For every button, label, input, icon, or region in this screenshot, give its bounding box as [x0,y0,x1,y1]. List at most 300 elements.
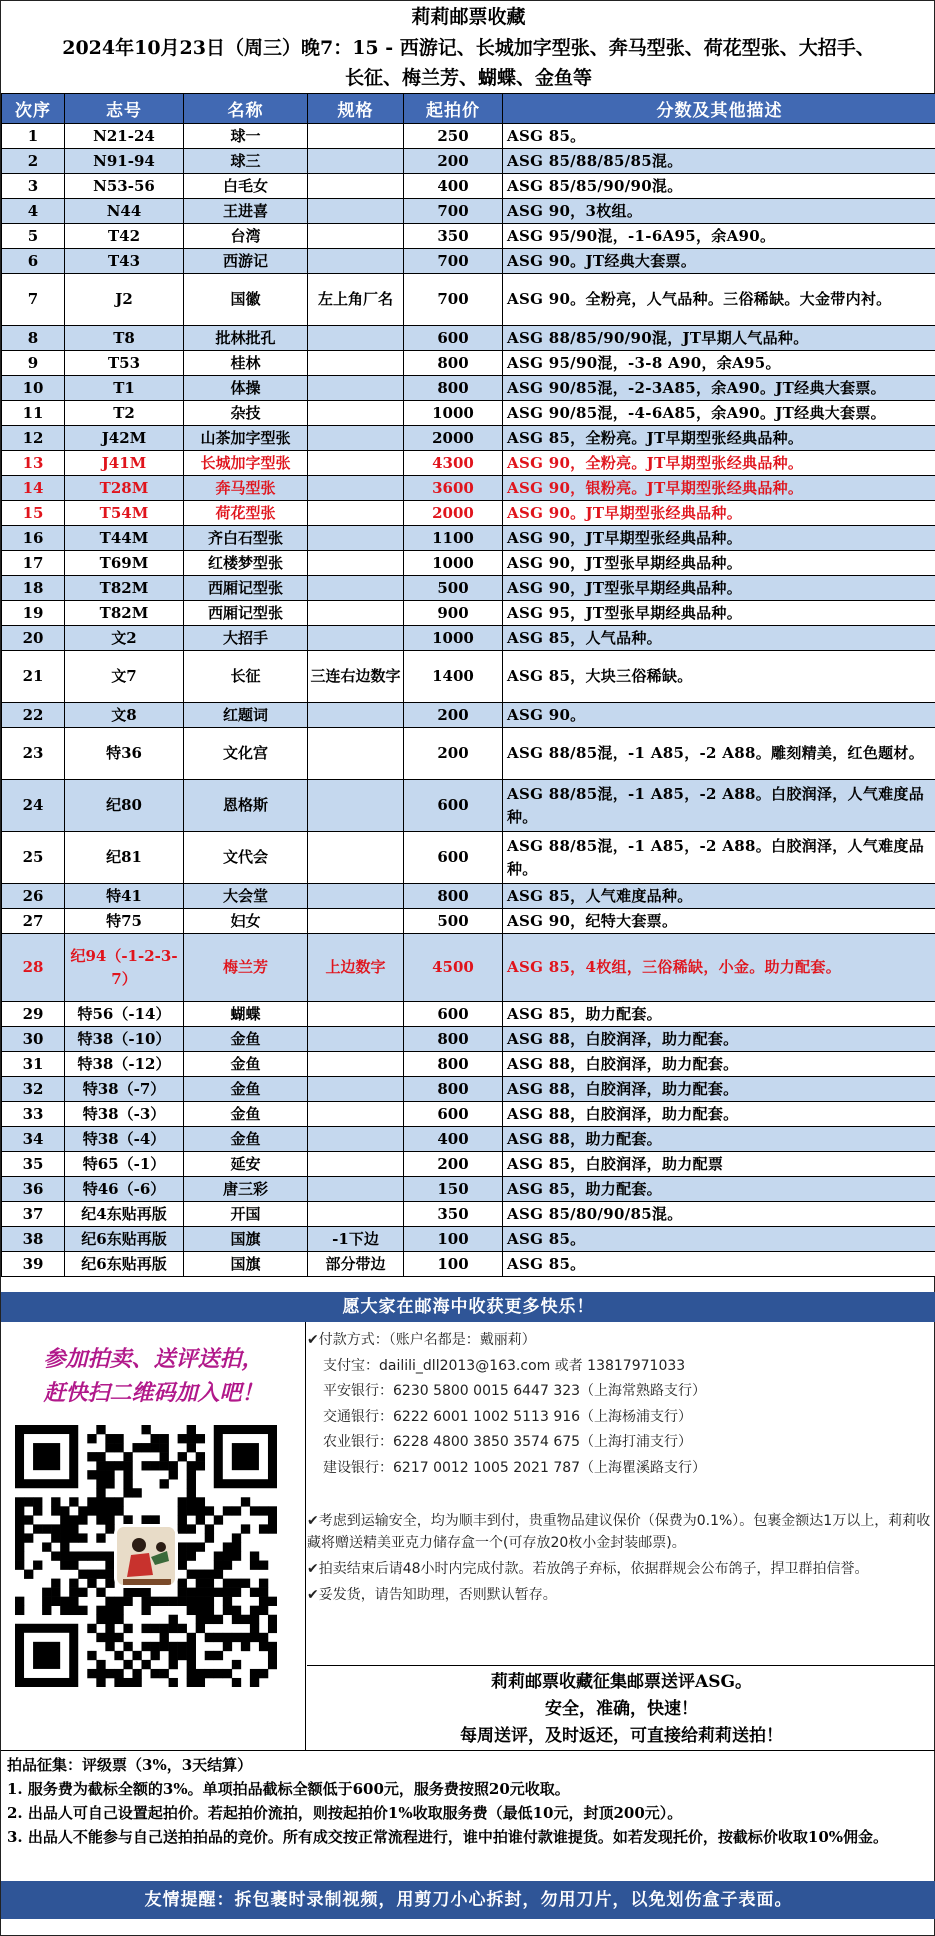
note-delivery: ✔妥发货，请告知助理，否则默认暂存。 [307,1587,557,1603]
lot-start-price: 200 [404,1152,503,1177]
lot-spec [308,1177,404,1202]
lot-start-price: 250 [404,124,503,149]
lot-spec [308,1027,404,1052]
lot-number: 30 [2,1027,65,1052]
lot-name: 大会堂 [184,884,308,909]
lot-code: 特36 [65,728,184,780]
lot-number: 26 [2,884,65,909]
alipay-account: 支付宝：dailili_dll2013@163.com 或者 13817971033 [323,1357,686,1374]
lot-spec: 部分带边 [308,1252,404,1277]
lot-description: ASG 90。JT经典大套票。 [503,249,935,274]
lot-start-price: 2000 [404,501,503,526]
rule-item: 1. 服务费为截标全额的3%。单项拍品截标全额低于600元，服务费按照20元收取。 [7,1780,570,1798]
table-row [2,551,935,576]
lot-start-price: 600 [404,326,503,351]
lot-number: 29 [2,1002,65,1027]
col-header-desc: 分数及其他描述 [503,94,935,124]
asg-line2: 安全，准确，快速！ [545,1699,698,1719]
lot-number: 19 [2,601,65,626]
lot-start-price: 100 [404,1227,503,1252]
lot-spec [308,909,404,934]
lot-code: 特38（-4） [65,1127,184,1152]
lot-spec [308,728,404,780]
table-row [2,576,935,601]
bank-account-bocom: 交通银行：6222 6001 1002 5113 916（上海杨浦支行） [323,1408,693,1425]
lot-start-price: 2000 [404,426,503,451]
auction-subtitle-line2: 长征、梅兰芳、蝴蝶、金鱼等 [344,67,592,89]
table-row [2,426,935,451]
lot-number: 34 [2,1127,65,1152]
lot-spec [308,249,404,274]
lot-description: ASG 88，白胶润泽，助力配套。 [503,1052,935,1077]
table-row [2,651,935,703]
table-row [2,174,935,199]
lot-name: 西游记 [184,249,308,274]
lot-code: 特56（-14） [65,1002,184,1027]
lot-spec [308,832,404,884]
lot-name: 金鱼 [184,1102,308,1127]
lot-name: 长征 [184,651,308,703]
table-row [2,1052,935,1077]
lot-description: ASG 85，人气难度品种。 [503,884,935,909]
table-row [2,149,935,174]
lot-code: N44 [65,199,184,224]
lot-description: ASG 85。 [503,1252,935,1277]
bank-account-ccb: 建设银行：6217 0012 1005 2021 787（上海瞿溪路支行） [323,1459,707,1476]
lot-description: ASG 85，4枚组，三俗稀缺，小金。助力配套。 [503,934,935,1002]
rule-item: 3. 出品人不能参与自己送拍拍品的竞价。所有成交按正常流程进行，谁中拍谁付款谁提货。如若发现托价，按截标价收取10%佣金。 [7,1828,889,1846]
lot-description: ASG 88/85混，-1 A85，-2 A88。白胶润泽，人气难度品种。 [503,832,935,884]
lot-code: 纪94（-1-2-3-7） [65,934,184,1002]
rule-item: 2. 出品人可自己设置起拍价。若起拍价流拍，则按起拍价1%收取服务费（最低10元，封顶200元）。 [7,1804,683,1822]
lot-start-price: 800 [404,1052,503,1077]
lot-number: 39 [2,1252,65,1277]
footer-reminder: 友情提醒：拆包裹时录制视频，用剪刀小心拆封，勿用刀片，以免划伤盒子表面。 [1,1881,935,1919]
lot-spec [308,703,404,728]
consignment-rules [1,1750,935,1880]
lot-description: ASG 85，助力配套。 [503,1002,935,1027]
lot-name: 红楼梦型张 [184,551,308,576]
lot-description: ASG 88，白胶润泽，助力配套。 [503,1077,935,1102]
lot-description: ASG 85/85/90/90混。 [503,174,935,199]
lot-number: 14 [2,476,65,501]
lot-spec [308,476,404,501]
bank-account-pingan: 平安银行：6230 5800 0015 6447 323（上海常熟路支行） [323,1383,707,1399]
lot-spec [308,401,404,426]
lot-name: 蝴蝶 [184,1002,308,1027]
lot-name: 延安 [184,1152,308,1177]
lot-code: 特46（-6） [65,1177,184,1202]
page-title: 莉莉邮票收藏 [411,6,526,28]
lot-spec [308,326,404,351]
lot-code: 特38（-3） [65,1102,184,1127]
lot-number: 24 [2,780,65,832]
lot-start-price: 500 [404,576,503,601]
lot-spec [308,601,404,626]
lot-name: 白毛女 [184,174,308,199]
lot-spec [308,1127,404,1152]
lot-spec [308,351,404,376]
lot-start-price: 800 [404,376,503,401]
lot-spec [308,149,404,174]
lot-start-price: 3600 [404,476,503,501]
lot-description: ASG 85，白胶润泽，助力配票 [503,1152,935,1177]
table-row [2,1027,935,1052]
lot-start-price: 1000 [404,626,503,651]
lot-start-price: 1100 [404,526,503,551]
lot-code: 纪6东贴再版 [65,1252,184,1277]
lot-spec [308,780,404,832]
table-row [2,326,935,351]
table-row [2,626,935,651]
lot-name: 杂技 [184,401,308,426]
lot-number: 7 [2,274,65,326]
lot-name: 唐三彩 [184,1177,308,1202]
rules-heading: 拍品征集：评级票（3%，3天结算） [7,1756,253,1774]
wishes-banner: 愿大家在邮海中收获更多快乐！ [1,1292,935,1322]
lot-start-price: 1000 [404,401,503,426]
lot-spec: 三连右边数字 [308,651,404,703]
lot-spec [308,551,404,576]
lot-number: 6 [2,249,65,274]
table-row [2,224,935,249]
lot-code: T44M [65,526,184,551]
table-row [2,1227,935,1252]
asg-service-box [307,1665,935,1750]
lot-spec [308,124,404,149]
lot-description: ASG 95/90混，-3-8 A90，余A95。 [503,351,935,376]
lot-spec [308,626,404,651]
note-payment-deadline: ✔拍卖结束后请48小时内完成付款。若放鸽子弃标，依据群规会公布鸽子，捍卫群拍信誉。 [307,1561,869,1577]
lot-description: ASG 90，JT早期型张经典品种。 [503,526,935,551]
col-header-price: 起拍价 [404,94,503,124]
table-row [2,501,935,526]
lot-name: 桂林 [184,351,308,376]
lot-number: 2 [2,149,65,174]
lot-name: 长城加字型张 [184,451,308,476]
lot-name: 妇女 [184,909,308,934]
lot-code: J2 [65,274,184,326]
table-row [2,274,935,326]
lot-name: 金鱼 [184,1077,308,1102]
lot-spec [308,526,404,551]
asg-line1: 莉莉邮票收藏征集邮票送评ASG。 [491,1672,752,1692]
lot-description: ASG 85。 [503,124,935,149]
table-row [2,884,935,909]
lot-number: 37 [2,1202,65,1227]
lot-spec [308,1077,404,1102]
lot-description: ASG 85，人气品种。 [503,626,935,651]
lot-description: ASG 88/85/90/90混，JT早期人气品种。 [503,326,935,351]
lot-spec [308,1052,404,1077]
lot-code: 特38（-10） [65,1027,184,1052]
lot-number: 20 [2,626,65,651]
lot-description: ASG 95/90混，-1-6A95，余A90。 [503,224,935,249]
lot-code: T54M [65,501,184,526]
lot-spec [308,1152,404,1177]
table-row [2,476,935,501]
lot-name: 奔马型张 [184,476,308,501]
lot-number: 3 [2,174,65,199]
lot-spec: 左上角厂名 [308,274,404,326]
lot-spec [308,224,404,249]
lot-start-price: 200 [404,149,503,174]
lot-name: 国徽 [184,274,308,326]
table-header-row [2,94,935,124]
lot-start-price: 800 [404,1077,503,1102]
lot-description: ASG 88，白胶润泽，助力配套。 [503,1027,935,1052]
lot-number: 36 [2,1177,65,1202]
lot-name: 台湾 [184,224,308,249]
lot-description: ASG 90，全粉亮。JT早期型张经典品种。 [503,451,935,476]
lot-start-price: 350 [404,1202,503,1227]
qr-code[interactable] [15,1425,277,1687]
promo-text [1,1342,306,1410]
lot-name: 开国 [184,1202,308,1227]
lot-start-price: 4500 [404,934,503,1002]
lot-start-price: 1000 [404,551,503,576]
lot-spec [308,1002,404,1027]
lot-code: N91-94 [65,149,184,174]
lot-name: 金鱼 [184,1127,308,1152]
lot-description: ASG 85，大块三俗稀缺。 [503,651,935,703]
table-row [2,728,935,780]
lot-number: 18 [2,576,65,601]
lot-start-price: 400 [404,174,503,199]
lot-number: 9 [2,351,65,376]
lot-start-price: 800 [404,1027,503,1052]
col-header-name: 名称 [184,94,308,124]
lot-name: 梅兰芳 [184,934,308,1002]
lot-name: 恩格斯 [184,780,308,832]
lot-description: ASG 90/85混，-2-3A85，余A90。JT经典大套票。 [503,376,935,401]
lot-start-price: 700 [404,199,503,224]
lot-description: ASG 90/85混，-4-6A85，余A90。JT经典大套票。 [503,401,935,426]
lot-table-body [2,124,935,1277]
table-row [2,934,935,1002]
lot-number: 11 [2,401,65,426]
lot-start-price: 100 [404,1252,503,1277]
lot-description: ASG 90，银粉亮。JT早期型张经典品种。 [503,476,935,501]
col-header-spec: 规格 [308,94,404,124]
lot-description: ASG 90，纪特大套票。 [503,909,935,934]
lot-number: 33 [2,1102,65,1127]
table-row [2,1202,935,1227]
lot-code: 特38（-7） [65,1077,184,1102]
table-row [2,1252,935,1277]
table-row [2,1152,935,1177]
lot-spec [308,501,404,526]
lot-code: 纪81 [65,832,184,884]
lot-code: T42 [65,224,184,249]
lot-description: ASG 88/85混，-1 A85，-2 A88。雕刻精美，红色题材。 [503,728,935,780]
lot-code: N21-24 [65,124,184,149]
lot-name: 球一 [184,124,308,149]
table-row [2,1077,935,1102]
auction-subtitle-line1: 2024年10月23日（周三）晚7：15 - 西游记、长城加字型张、奔马型张、荷花型张、大招手、 [62,37,875,59]
promo-line1: 参加拍卖、送评送拍， [43,1346,264,1372]
lot-description: ASG 85，全粉亮。JT早期型张经典品种。 [503,426,935,451]
lot-code: T82M [65,576,184,601]
lot-code: T28M [65,476,184,501]
lot-number: 32 [2,1077,65,1102]
lot-description: ASG 85/88/85/85混。 [503,149,935,174]
lot-description: ASG 90。全粉亮，人气品种。三俗稀缺。大金带内衬。 [503,274,935,326]
lot-description: ASG 90，JT型张早期经典品种。 [503,576,935,601]
lot-number: 5 [2,224,65,249]
lot-start-price: 800 [404,884,503,909]
table-row [2,1127,935,1152]
title-block [1,1,935,93]
table-row [2,832,935,884]
lot-name: 红题词 [184,703,308,728]
lot-code: J42M [65,426,184,451]
lot-description: ASG 90，3枚组。 [503,199,935,224]
lot-name: 金鱼 [184,1052,308,1077]
lot-number: 31 [2,1052,65,1077]
lot-code: T69M [65,551,184,576]
lot-start-price: 600 [404,780,503,832]
lot-start-price: 600 [404,1102,503,1127]
lot-spec [308,884,404,909]
table-row [2,780,935,832]
payment-info [307,1328,935,1481]
table-row [2,703,935,728]
auction-lot-table [1,93,935,1277]
payment-heading: ✔付款方式：（账户名都是：戴丽莉） [307,1332,536,1348]
promo-panel [1,1322,306,1750]
lot-start-price: 1400 [404,651,503,703]
lot-description: ASG 90，JT型张早期经典品种。 [503,551,935,576]
table-row [2,1177,935,1202]
lot-number: 8 [2,326,65,351]
lot-start-price: 4300 [404,451,503,476]
lot-name: 文代会 [184,832,308,884]
lot-start-price: 700 [404,274,503,326]
note-shipping: ✔考虑到运输安全，均为顺丰到付，贵重物品建议保价（保费为0.1%）。包裹金额达1万以上，莉莉收藏将赠送精美亚克力储存盒一个(可存放20枚小金封装邮票)。 [307,1513,931,1551]
lot-number: 10 [2,376,65,401]
lot-number: 21 [2,651,65,703]
lot-spec [308,576,404,601]
lot-number: 28 [2,934,65,1002]
table-row [2,376,935,401]
lot-spec [308,376,404,401]
lot-name: 金鱼 [184,1027,308,1052]
lot-code: 纪4东贴再版 [65,1202,184,1227]
lot-code: T2 [65,401,184,426]
lot-name: 球三 [184,149,308,174]
lot-code: 特38（-12） [65,1052,184,1077]
lot-start-price: 600 [404,832,503,884]
table-row [2,1102,935,1127]
lot-number: 16 [2,526,65,551]
lot-number: 22 [2,703,65,728]
table-row [2,124,935,149]
lot-spec [308,451,404,476]
lot-number: 35 [2,1152,65,1177]
lot-start-price: 200 [404,703,503,728]
table-row [2,401,935,426]
lot-spec [308,426,404,451]
shipping-notes [307,1510,935,1610]
lot-number: 25 [2,832,65,884]
lot-name: 山茶加字型张 [184,426,308,451]
lot-number: 23 [2,728,65,780]
table-row [2,526,935,551]
lot-start-price: 600 [404,1002,503,1027]
qr-avatar-icon [114,1524,178,1588]
table-row [2,601,935,626]
info-panel [307,1322,935,1750]
lot-code: 文8 [65,703,184,728]
lot-spec [308,174,404,199]
table-row [2,1002,935,1027]
lot-name: 西厢记型张 [184,576,308,601]
lot-spec [308,199,404,224]
lot-name: 齐白石型张 [184,526,308,551]
lot-description: ASG 85/80/90/85混。 [503,1202,935,1227]
lot-code: 纪80 [65,780,184,832]
table-row [2,909,935,934]
lot-start-price: 400 [404,1127,503,1152]
lot-start-price: 900 [404,601,503,626]
lot-number: 15 [2,501,65,526]
lot-number: 1 [2,124,65,149]
lot-number: 4 [2,199,65,224]
lot-name: 体操 [184,376,308,401]
lot-start-price: 500 [404,909,503,934]
lot-name: 大招手 [184,626,308,651]
lot-name: 荷花型张 [184,501,308,526]
lot-code: 特65（-1） [65,1152,184,1177]
lot-code: 特41 [65,884,184,909]
lot-spec [308,1202,404,1227]
table-row [2,351,935,376]
lot-start-price: 150 [404,1177,503,1202]
lot-name: 国旗 [184,1252,308,1277]
lot-description: ASG 85。 [503,1227,935,1252]
lot-number: 38 [2,1227,65,1252]
lot-code: 文2 [65,626,184,651]
col-header-code: 志号 [65,94,184,124]
lot-name: 批林批孔 [184,326,308,351]
bank-account-abc: 农业银行：6228 4800 3850 3574 675（上海打浦支行） [323,1434,693,1450]
lot-code: T82M [65,601,184,626]
lot-code: T53 [65,351,184,376]
lot-start-price: 200 [404,728,503,780]
lot-name: 国旗 [184,1227,308,1252]
asg-line3: 每周送评，及时返还，可直接给莉莉送拍！ [460,1726,783,1746]
lot-description: ASG 90。 [503,703,935,728]
col-header-order: 次序 [2,94,65,124]
lot-number: 17 [2,551,65,576]
lot-description: ASG 88，白胶润泽，助力配套。 [503,1102,935,1127]
lot-number: 13 [2,451,65,476]
lot-start-price: 350 [404,224,503,249]
table-row [2,249,935,274]
promo-line2: 赶快扫二维码加入吧！ [43,1380,264,1406]
lot-description: ASG 90。JT早期型张经典品种。 [503,501,935,526]
lot-spec: -1下边 [308,1227,404,1252]
lot-spec [308,1102,404,1127]
table-row [2,199,935,224]
lot-description: ASG 88/85混，-1 A85，-2 A88。白胶润泽，人气难度品种。 [503,780,935,832]
lot-code: N53-56 [65,174,184,199]
lot-code: 特75 [65,909,184,934]
lot-start-price: 800 [404,351,503,376]
lot-name: 文化宫 [184,728,308,780]
lot-number: 27 [2,909,65,934]
